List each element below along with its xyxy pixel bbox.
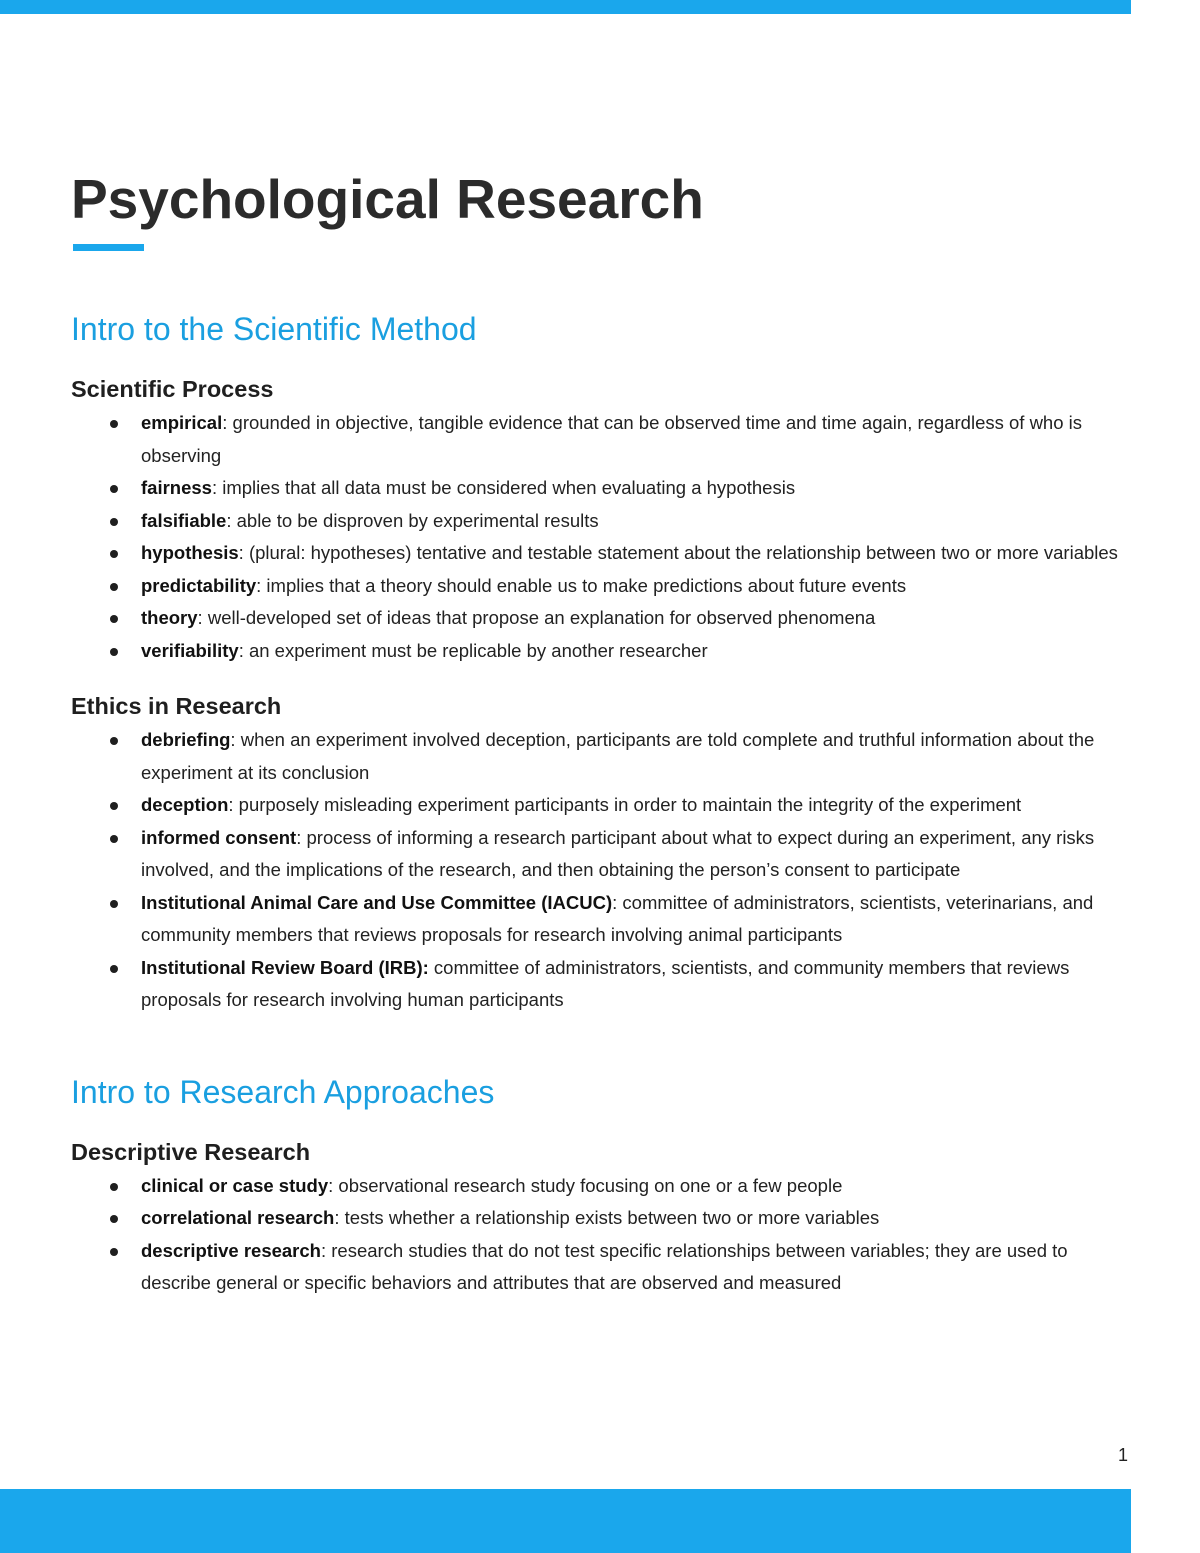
- term-separator: :: [334, 1207, 340, 1228]
- term: theory: [141, 607, 198, 628]
- term-separator: :: [230, 729, 236, 750]
- definition: research studies that do not test specific relationships between variables; they are used to describe general or specific behaviors and attributes that are observed and measured: [141, 1239, 1068, 1293]
- term-separator: :: [222, 412, 228, 433]
- term-separator: :: [296, 826, 302, 848]
- list-item: [71, 635, 1131, 668]
- bullet-icon: [110, 1248, 118, 1256]
- subsection-ethics: [71, 689, 1131, 1017]
- definition: committee of administrators, scientists, veterinarians, and community members that reviews proposals for research involving animal participants: [141, 891, 1094, 945]
- definition: an experiment must be replicable by another researcher: [243, 639, 708, 661]
- definition: tests whether a relationship exists between two or more variables: [339, 1207, 880, 1228]
- subsection-descriptive-research: [71, 1135, 1131, 1300]
- list-item: [71, 887, 1131, 952]
- bullet-icon: [110, 1215, 118, 1223]
- bullet-icon: [110, 737, 118, 745]
- term: deception: [141, 794, 229, 815]
- subsection-heading: Ethics in Research: [71, 693, 282, 719]
- subsection-heading: Scientific Process: [71, 376, 274, 402]
- term: verifiability: [141, 639, 239, 661]
- term: fairness: [141, 477, 212, 498]
- term: clinical or case study: [141, 1174, 329, 1196]
- list-item: [71, 1235, 1131, 1300]
- list-item: [71, 1170, 1131, 1203]
- section-research-approaches: [71, 1067, 1131, 1300]
- title-underline: [73, 244, 144, 251]
- definition: purposely misleading experiment participants in order to maintain the integrity of the experiment: [233, 794, 1022, 815]
- term: hypothesis: [141, 542, 239, 563]
- term-separator: :: [228, 794, 234, 815]
- bullet-icon: [110, 802, 118, 810]
- definition: process of informing a research participant about what to expect during an experiment, any risks involved, and the implications of the research, and then obtaining the person’s consent to participate: [141, 826, 1095, 880]
- bullet-icon: [110, 583, 118, 591]
- term: descriptive research: [141, 1239, 321, 1261]
- list-item: [71, 505, 1131, 538]
- section-heading: Intro to Research Approaches: [71, 1073, 495, 1110]
- list-item: [71, 822, 1131, 887]
- bullet-icon: [110, 965, 118, 973]
- term-list: [71, 1170, 1131, 1300]
- definition: committee of administrators, scientists, and community members that reviews proposals for research involving human participants: [141, 956, 1070, 1010]
- term: informed consent: [141, 826, 297, 848]
- list-item: [71, 570, 1131, 603]
- bullet-icon: [110, 1183, 118, 1191]
- term-list: [71, 724, 1131, 1017]
- list-item: [71, 1202, 1131, 1235]
- term-separator: :: [256, 574, 262, 596]
- list-item: [71, 407, 1131, 472]
- term: debriefing: [141, 729, 231, 750]
- term-separator: :: [226, 509, 232, 531]
- list-item: [71, 472, 1131, 505]
- term-separator: :: [320, 1239, 327, 1261]
- section-heading: Intro to the Scientific Method: [71, 311, 477, 347]
- definition: able to be disproven by experimental results: [231, 509, 599, 531]
- subsection-heading: Descriptive Research: [71, 1138, 311, 1165]
- list-item: [71, 602, 1131, 635]
- page-title: Psychological Research: [71, 168, 704, 230]
- definition: when an experiment involved deception, participants are told complete and truthful information about the experiment at its conclusion: [141, 729, 1095, 783]
- term-list: [71, 407, 1131, 667]
- term: empirical: [141, 412, 223, 433]
- top-accent-bar: [0, 0, 1131, 14]
- page-number: 1: [1118, 1445, 1129, 1465]
- section-scientific-method: [71, 304, 1131, 1017]
- bullet-icon: [110, 615, 118, 623]
- bullet-icon: [110, 485, 118, 493]
- bullet-icon: [110, 420, 118, 428]
- bullet-icon: [110, 900, 118, 908]
- definition: (plural: hypotheses) tentative and testable statement about the relationship between two or more variables: [243, 542, 1118, 563]
- term-separator: :: [612, 891, 618, 913]
- term-separator: :: [197, 607, 203, 628]
- list-item: [71, 537, 1131, 570]
- term: Institutional Review Board (IRB):: [141, 956, 429, 978]
- list-item: [71, 952, 1131, 1017]
- term-separator: :: [328, 1174, 334, 1196]
- bullet-icon: [110, 518, 118, 526]
- definition: grounded in objective, tangible evidence that can be observed time and time again, regardless of who is observing: [141, 412, 1083, 466]
- term: correlational research: [141, 1207, 335, 1228]
- term: predictability: [141, 574, 257, 596]
- term: Institutional Animal Care and Use Committee (IACUC): [141, 891, 613, 913]
- definition: implies that all data must be considered when evaluating a hypothesis: [217, 477, 796, 498]
- term: falsifiable: [141, 509, 227, 531]
- list-item: [71, 724, 1131, 789]
- list-item: [71, 789, 1131, 822]
- term-separator: :: [238, 639, 244, 661]
- definition: observational research study focusing on one or a few people: [333, 1174, 843, 1196]
- bullet-icon: [110, 648, 118, 656]
- document-body: [71, 160, 1131, 1300]
- subsection-scientific-process: [71, 372, 1131, 667]
- term-separator: :: [238, 542, 244, 563]
- term-separator: :: [211, 477, 218, 498]
- bottom-accent-bar: [0, 1489, 1131, 1553]
- bullet-icon: [110, 835, 118, 843]
- bullet-icon: [110, 550, 118, 558]
- definition: well-developed set of ideas that propose an explanation for observed phenomena: [202, 607, 876, 628]
- definition: implies that a theory should enable us to make predictions about future events: [261, 574, 907, 596]
